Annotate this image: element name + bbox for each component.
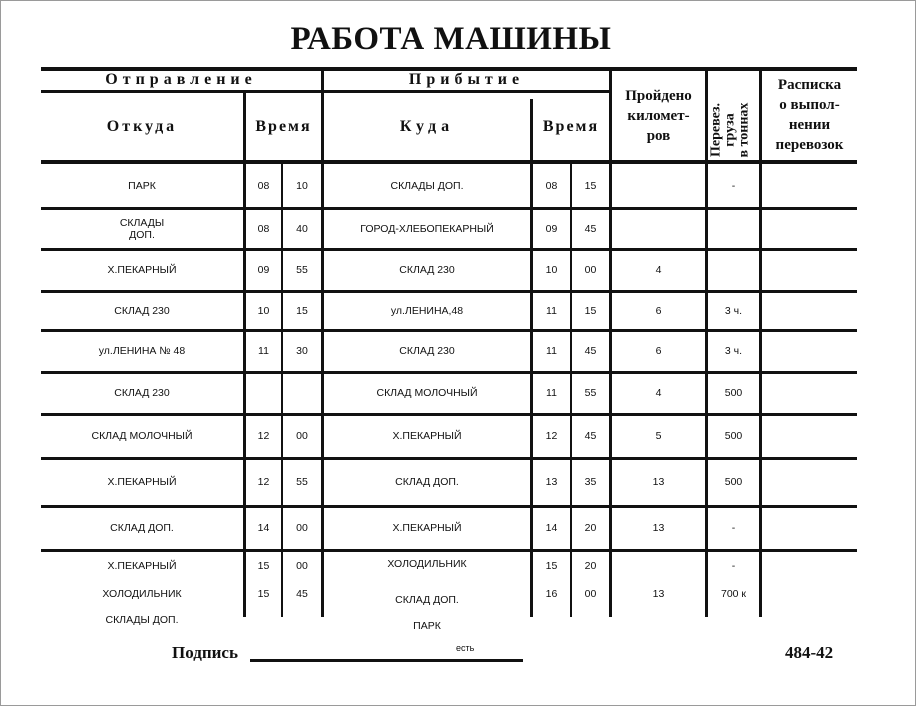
cell-m2: 00 bbox=[584, 264, 597, 276]
header-cargo-line: в тоннах bbox=[736, 102, 752, 158]
cell-h1: 15 bbox=[257, 588, 270, 600]
cell-m2: 55 bbox=[584, 387, 597, 399]
page-title: РАБОТА МАШИНЫ bbox=[290, 21, 612, 57]
cell-cargo: - bbox=[731, 179, 736, 192]
header-time-departure: Время bbox=[255, 118, 312, 135]
cell-m1: 40 bbox=[296, 222, 308, 235]
cell-h2: 12 bbox=[545, 430, 558, 442]
cell-h2: 11 bbox=[546, 345, 557, 357]
header-receipt bbox=[762, 75, 857, 155]
cell-h2: 11 bbox=[546, 304, 557, 317]
cell-km: 6 bbox=[655, 304, 662, 317]
cell-from: СКЛАД 230 bbox=[114, 304, 170, 317]
cell-to: ПАРК bbox=[413, 620, 441, 632]
cell-km: 4 bbox=[655, 387, 662, 399]
header-receipt-line: о выпол- bbox=[779, 97, 840, 113]
cell-cargo: 3 ч. bbox=[724, 345, 743, 357]
divider bbox=[530, 99, 533, 617]
cell-from: СКЛАДЫ ДОП. bbox=[105, 614, 179, 626]
cell-cargo: 500 bbox=[724, 430, 743, 442]
row-divider bbox=[41, 329, 857, 332]
cell-cargo: 3 ч. bbox=[724, 304, 743, 317]
cell-m1: 55 bbox=[296, 476, 308, 488]
cell-to: СКЛАД МОЛОЧНЫЙ bbox=[376, 387, 478, 399]
header-km bbox=[612, 86, 705, 146]
row-divider bbox=[41, 505, 857, 508]
cell-h2: 11 bbox=[546, 387, 557, 399]
cell-to: СКЛАД 230 bbox=[399, 264, 455, 276]
cell-cargo: - bbox=[731, 560, 736, 572]
cell-h1: 10 bbox=[257, 304, 270, 317]
cell-cargo: 500 bbox=[724, 476, 743, 488]
cell-from: ул.ЛЕНИНА № 48 bbox=[98, 345, 186, 357]
header-receipt-line: нении bbox=[788, 117, 831, 133]
cell-h1: 14 bbox=[257, 522, 270, 534]
cell-km: 4 bbox=[655, 264, 662, 276]
cell-m2: 15 bbox=[584, 304, 597, 317]
header-receipt-line: Расписка bbox=[777, 77, 842, 93]
row-divider bbox=[41, 290, 857, 293]
cell-from: ПАРК bbox=[128, 179, 156, 192]
header-receipt-line: перевозок bbox=[775, 137, 844, 153]
header-km-line: ров bbox=[646, 128, 671, 144]
cell-km: 6 bbox=[655, 345, 662, 357]
form-number: 484-42 bbox=[785, 643, 834, 662]
cell-h2: 09 bbox=[545, 222, 558, 235]
cell-h1: 12 bbox=[257, 476, 270, 488]
cell-h2: 16 bbox=[545, 588, 558, 600]
header-km-line: Пройдено bbox=[625, 88, 692, 104]
cell-to: ул.ЛЕНИНА,48 bbox=[390, 304, 464, 317]
header-km-line: километ- bbox=[627, 108, 690, 124]
cell-from: СКЛАД ДОП. bbox=[110, 522, 174, 534]
header-to: Куда bbox=[399, 118, 455, 135]
cell-from: Х.ПЕКАРНЫЙ bbox=[107, 476, 177, 488]
cell-to: ХОЛОДИЛЬНИК bbox=[387, 558, 467, 570]
cell-h2: 15 bbox=[545, 560, 558, 572]
cell-to: СКЛАД ДОП. bbox=[395, 594, 459, 606]
row-divider bbox=[41, 371, 857, 374]
cell-m1: 30 bbox=[296, 345, 308, 357]
cell-km: 5 bbox=[655, 430, 662, 442]
cell-m2: 00 bbox=[584, 588, 597, 600]
cell-from: ХОЛОДИЛЬНИК bbox=[102, 588, 182, 600]
cell-m2: 20 bbox=[584, 560, 597, 572]
row-divider bbox=[41, 457, 857, 460]
cell-from: СКЛАДЫ bbox=[119, 216, 165, 229]
cell-m1: 55 bbox=[296, 264, 308, 276]
cell-h1: 08 bbox=[257, 222, 270, 235]
header-cargo-line: груза bbox=[722, 113, 738, 147]
cell-m1: 00 bbox=[296, 430, 308, 442]
header-cargo-line: Перевез. bbox=[708, 103, 724, 158]
cell-h1: 15 bbox=[257, 560, 270, 572]
header-departure: Отправление bbox=[105, 71, 257, 88]
header-arrival: Прибытие bbox=[408, 71, 525, 88]
cell-h2: 13 bbox=[545, 476, 558, 488]
row-divider bbox=[41, 549, 857, 552]
cell-h2: 08 bbox=[545, 179, 558, 192]
divider bbox=[41, 90, 611, 93]
cell-h1: 08 bbox=[257, 179, 270, 192]
cell-m1: 15 bbox=[296, 304, 308, 317]
cell-from: Х.ПЕКАРНЫЙ bbox=[107, 264, 177, 276]
cell-m1: 00 bbox=[296, 522, 308, 534]
cell-h2: 10 bbox=[545, 264, 558, 276]
header-cargo bbox=[710, 78, 758, 183]
cell-m1: 45 bbox=[296, 588, 308, 600]
cell-cargo: 700 к bbox=[720, 588, 747, 600]
cell-m2: 45 bbox=[584, 345, 597, 357]
signature-label: Подпись bbox=[172, 643, 238, 662]
cell-h1: 12 bbox=[257, 430, 270, 442]
signature-line bbox=[250, 659, 523, 662]
cell-m2: 45 bbox=[584, 222, 597, 235]
cell-m2: 15 bbox=[584, 179, 597, 192]
cell-m1: 10 bbox=[296, 179, 308, 192]
cell-from: Х.ПЕКАРНЫЙ bbox=[107, 560, 177, 572]
cell-to: ГОРОД-ХЛЕБОПЕКАРНЫЙ bbox=[360, 222, 494, 235]
cell-km: 13 bbox=[652, 588, 665, 600]
row-divider bbox=[41, 248, 857, 251]
cell-to: Х.ПЕКАРНЫЙ bbox=[392, 430, 462, 442]
cell-h2: 14 bbox=[545, 522, 558, 534]
cell-from: СКЛАД МОЛОЧНЫЙ bbox=[91, 430, 193, 442]
cell-cargo: - bbox=[731, 522, 736, 534]
cell-cargo: 500 bbox=[724, 387, 743, 399]
row-divider bbox=[41, 413, 857, 416]
cell-m2: 20 bbox=[584, 522, 597, 534]
cell-to: СКЛАД ДОП. bbox=[395, 476, 459, 488]
cell-m2: 35 bbox=[584, 476, 597, 488]
cell-km: 13 bbox=[652, 476, 665, 488]
cell-to: Х.ПЕКАРНЫЙ bbox=[392, 522, 462, 534]
cell-from: СКЛАД 230 bbox=[114, 387, 170, 399]
cell-m1: 00 bbox=[296, 560, 308, 572]
cell-h1: 11 bbox=[258, 345, 269, 357]
cell-h1: 09 bbox=[257, 264, 270, 276]
signature-value: есть bbox=[456, 643, 475, 653]
divider bbox=[321, 71, 324, 617]
row-divider bbox=[41, 207, 857, 210]
divider bbox=[609, 71, 612, 617]
cell-from: ДОП. bbox=[129, 228, 155, 241]
cell-to: СКЛАДЫ ДОП. bbox=[390, 179, 464, 192]
cell-to: СКЛАД 230 bbox=[399, 345, 455, 357]
cell-km: 13 bbox=[652, 522, 665, 534]
cell-m2: 45 bbox=[584, 430, 597, 442]
header-from: Откуда bbox=[106, 118, 178, 135]
header-time-arrival: Время bbox=[542, 118, 600, 135]
